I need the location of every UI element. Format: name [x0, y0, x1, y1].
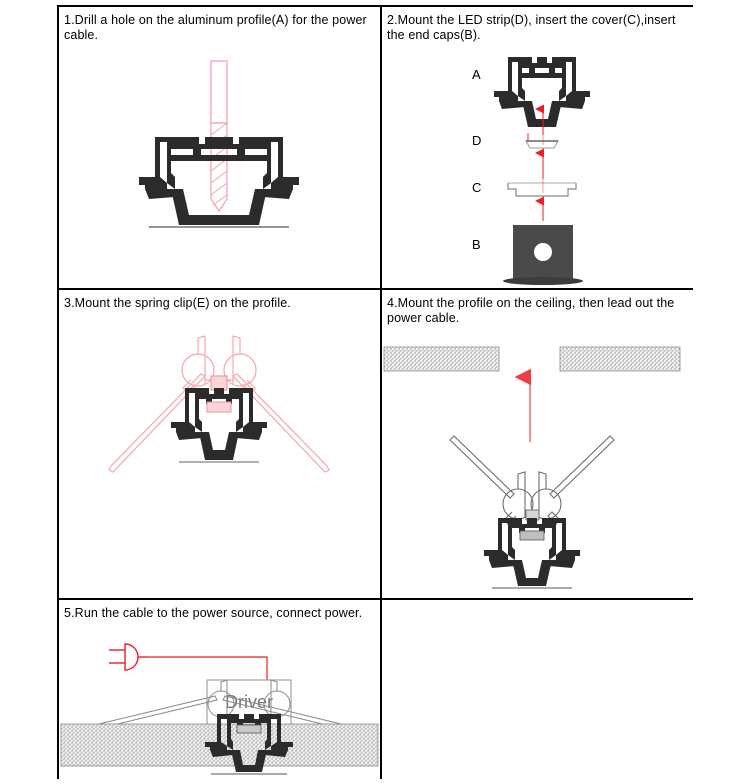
panel-2-caption: 2.Mount the LED strip(D), insert the cover(C),insert the end caps(B).	[387, 13, 676, 42]
part-label-a: A	[472, 67, 481, 82]
ceiling-section-right	[560, 347, 680, 371]
panel-grid	[57, 5, 693, 779]
spring-clip-right-compressed	[531, 436, 614, 524]
panel-5-caption: 5.Run the cable to the power source, connect power.	[64, 606, 363, 620]
panel-step-2	[382, 7, 693, 288]
panel-1-caption: 1.Drill a hole on the aluminum profile(A) for the power cable.	[64, 13, 367, 42]
drill-bit-icon	[211, 61, 227, 211]
spring-clip-left-compressed	[450, 436, 533, 524]
power-cable	[147, 657, 267, 680]
panel-3-illustration	[59, 318, 380, 498]
profile-part-a	[494, 57, 590, 127]
part-label-c: C	[472, 180, 482, 195]
profile-cross-section-step4	[484, 518, 580, 586]
panel-step-5	[59, 600, 380, 779]
power-plug-icon	[109, 644, 147, 670]
led-strip-part-d	[526, 133, 558, 148]
panel-2-illustration	[382, 49, 693, 284]
panel-step-4	[382, 290, 693, 598]
driver-label: Driver	[225, 692, 273, 712]
profile-cross-section-step3	[171, 388, 267, 460]
led-strip-seated	[207, 402, 231, 412]
panel-4-illustration	[382, 332, 693, 597]
panel-4-caption: 4.Mount the profile on the ceiling, then lead out the power cable.	[387, 296, 675, 325]
ceiling-section-left	[384, 347, 499, 371]
panel-step-3	[59, 290, 380, 598]
panel-1-illustration	[59, 49, 380, 279]
part-label-d: D	[472, 133, 482, 148]
led-strip-seated-4	[520, 531, 544, 540]
part-label-b: B	[472, 237, 481, 252]
end-cap-part-b	[503, 225, 583, 285]
led-strip-recessed	[237, 725, 261, 733]
panel-step-1	[59, 7, 380, 288]
panel-empty	[382, 600, 693, 779]
panel-3-caption: 3.Mount the spring clip(E) on the profile.	[64, 296, 291, 310]
spring-clip-center-block	[211, 376, 227, 390]
panel-5-illustration	[59, 638, 380, 783]
cover-part-c	[508, 183, 576, 196]
